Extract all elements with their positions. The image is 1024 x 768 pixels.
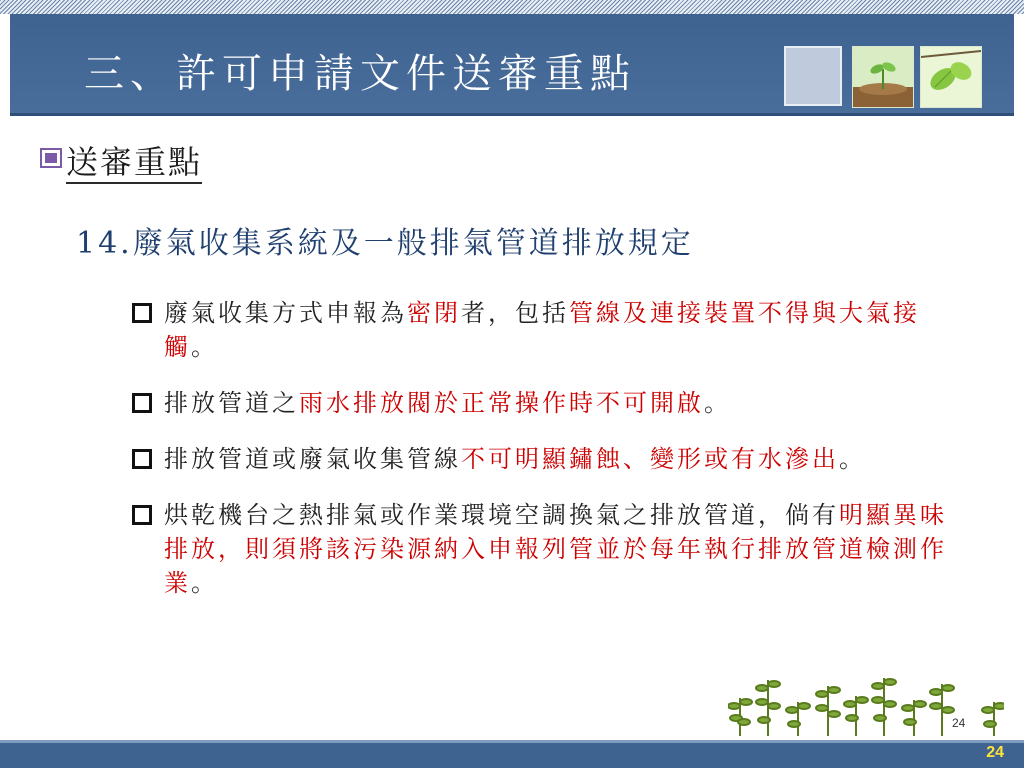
top-hatch-strip [0, 0, 1024, 14]
bullet-highlight: 雨水排放閥於正常操作時不可開啟 [299, 389, 704, 417]
bullet-highlight: 不可明顯鏽蝕、變形或有水滲出 [461, 445, 839, 473]
checkbox-bullet-icon [132, 505, 152, 525]
bullet-text-part: 。 [704, 389, 731, 417]
bullet-item [132, 442, 962, 476]
bullet-item [132, 498, 962, 600]
page-number: 24 [986, 744, 1004, 761]
bullet-highlight: 管線及連接裝置不得與大氣接觸 [164, 299, 920, 361]
checkbox-bullet-icon [132, 449, 152, 469]
footer-bar [0, 740, 1024, 768]
bullet-text-part: 烘乾機台之熱排氣或作業環境空調換氣之排放管道，倘有 [164, 501, 839, 529]
page-number-small: 24 [952, 716, 966, 730]
page-title: 三、許可申請文件送審重點 [84, 51, 636, 97]
bullet-text [164, 498, 954, 600]
bullet-text-part: 。 [191, 333, 218, 361]
item-title-text: 廢氣收集系統及一般排氣管道排放規定 [132, 226, 694, 261]
checkbox-bullet-icon [132, 393, 152, 413]
item-number: 14. [76, 226, 133, 261]
bullet-text-part: 排放管道之 [164, 389, 299, 417]
bullet-list [132, 296, 962, 622]
seedling-photo [852, 46, 914, 108]
bullet-highlight: 密閉 [407, 299, 461, 327]
leaf-photo [920, 46, 982, 108]
bullet-highlight: 明顯異味排放，則須將該污染源納入申報列管並於每年執行排放管道檢測作業 [164, 501, 947, 597]
bullet-text-part: 排放管道或廢氣收集管線 [164, 445, 461, 473]
section-heading [40, 142, 202, 184]
bullet-text-part: 。 [191, 569, 218, 597]
bullet-text-part: 者，包括 [461, 299, 569, 327]
bullet-text-part: 。 [839, 445, 866, 473]
square-bullet-icon [40, 148, 62, 168]
checkbox-bullet-icon [132, 303, 152, 323]
header-photo-placeholder [784, 46, 842, 106]
bullet-item [132, 296, 962, 364]
bullet-text [164, 296, 954, 364]
bullet-text [164, 442, 954, 476]
bullet-text-part: 廢氣收集方式申報為 [164, 299, 407, 327]
section-heading-text: 送審重點 [66, 142, 202, 184]
bullet-text [164, 386, 954, 420]
bullet-item [132, 386, 962, 420]
item-title [76, 218, 694, 262]
